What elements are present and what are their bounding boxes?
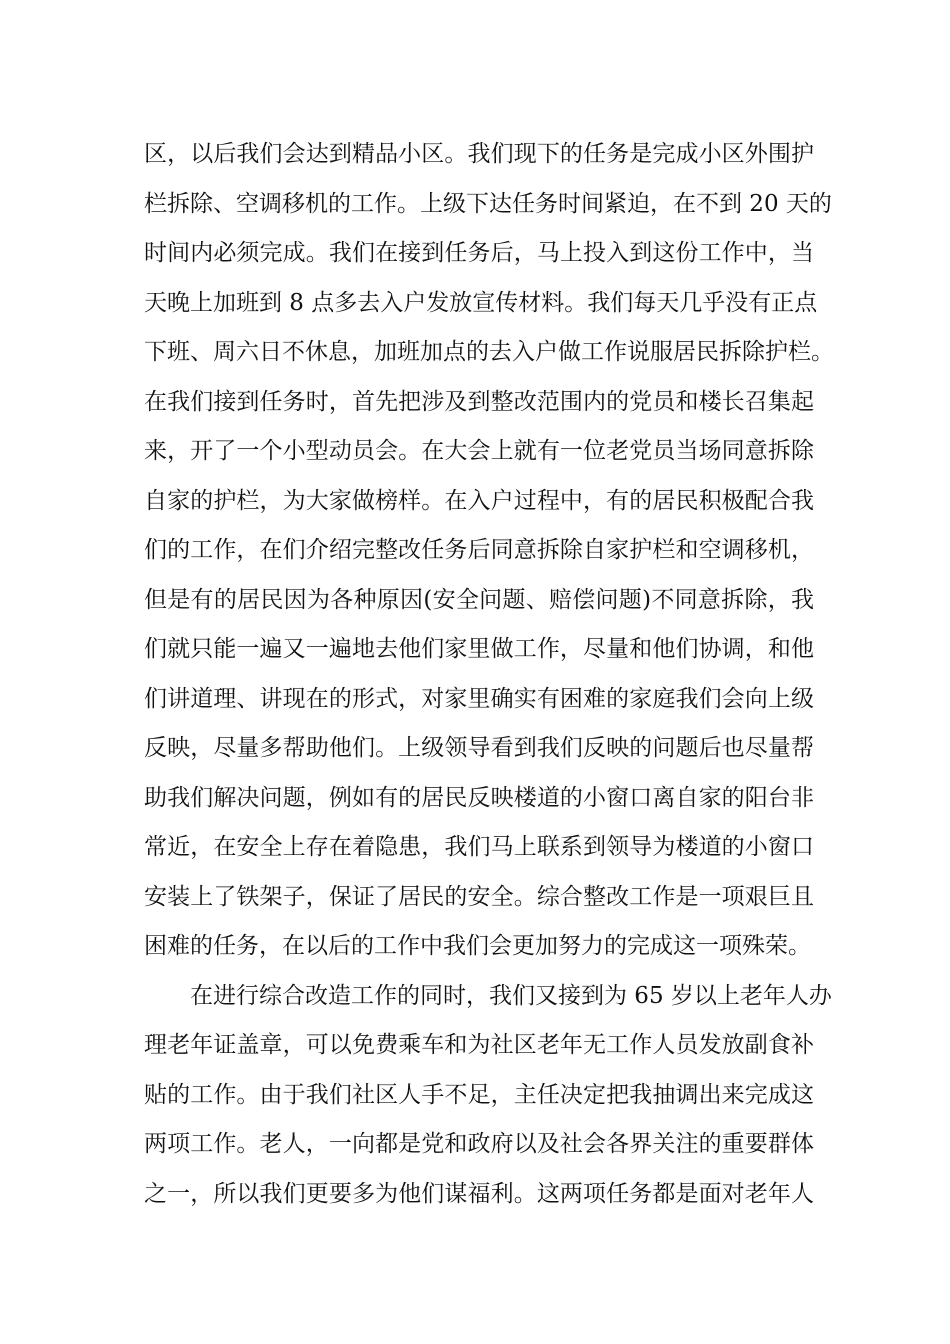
paragraph-start-line: 在进行综合改造工作的同时，我们又接到为 65 岁以上老年人办	[190, 982, 832, 1009]
text-line: 之一，所以我们更要多为他们谋福利。这两项任务都是面对老年人	[144, 1180, 814, 1207]
text-line: 下班、周六日不休息，加班加点的去入户做工作说服居民拆除护栏。	[144, 339, 834, 365]
text-line: 两项工作。老人，一向都是党和政府以及社会各界关注的重要群体	[144, 1131, 814, 1157]
body-text	[144, 130, 834, 1219]
text-line: 时间内必须完成。我们在接到任务后，马上投入到这份工作中，当	[144, 240, 814, 266]
text-line: 们的工作，在们介绍完整改任务后同意拆除自家护栏和空调移机，	[144, 537, 814, 563]
text-line: 但是有的居民因为各种原因(安全问题、赔偿问题)不同意拆除，我	[144, 586, 814, 613]
text-line: 反映，尽量多帮助他们。上级领导看到我们反映的问题后也尽量帮	[144, 735, 814, 761]
text-line: 区，以后我们会达到精品小区。我们现下的任务是完成小区外围护	[144, 141, 814, 167]
text-line: 们讲道理、讲现在的形式，对家里确实有困难的家庭我们会向上级	[144, 685, 814, 712]
paragraph-end-line: 困难的任务，在以后的工作中我们会更加努力的完成这一项殊荣。	[144, 933, 811, 959]
text-line: 栏拆除、空调移机的工作。上级下达任务时间紧迫，在不到 20 天的	[144, 190, 832, 217]
text-line: 助我们解决问题，例如有的居民反映楼道的小窗口离自家的阳台非	[144, 784, 814, 811]
text-line: 安装上了铁架子，保证了居民的安全。综合整改工作是一项艰巨且	[144, 883, 814, 910]
text-line: 来，开了一个小型动员会。在大会上就有一位老党员当场同意拆除	[144, 438, 814, 464]
text-line: 理老年证盖章，可以免费乘车和为社区老年无工作人员发放副食补	[144, 1032, 814, 1058]
text-line: 天晚上加班到 8 点多去入户发放宣传材料。我们每天几乎没有正点	[144, 289, 818, 316]
text-line: 贴的工作。由于我们社区人手不足，主任决定把我抽调出来完成这	[144, 1081, 814, 1108]
text-line: 常近，在安全上存在着隐患，我们马上联系到领导为楼道的小窗口	[144, 834, 814, 860]
text-line: 自家的护栏，为大家做榜样。在入户过程中，有的居民积极配合我	[144, 487, 814, 514]
text-line: 们就只能一遍又一遍地去他们家里做工作，尽量和他们协调，和他	[144, 636, 814, 662]
text-line: 在我们接到任务时，首先把涉及到整改范围内的党员和楼长召集起	[144, 388, 814, 415]
